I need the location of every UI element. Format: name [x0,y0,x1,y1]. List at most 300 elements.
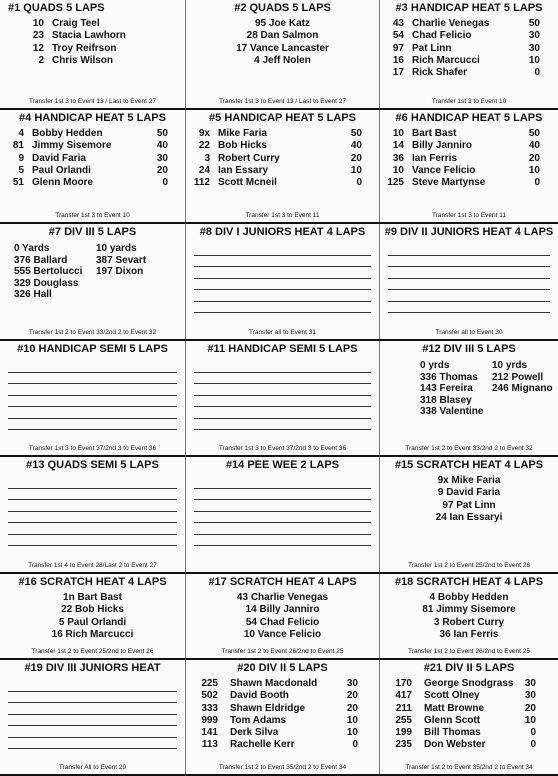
entry-list [186,128,379,189]
entry-row [186,140,379,152]
two-column-entries [380,360,558,418]
entry-row [96,243,137,255]
entry-row [0,629,185,641]
rider-number: 9x [198,128,210,139]
rider-number: 376 [14,254,31,266]
transfer-note: Transfer 1st 2 to Event 35/2nd 2 to Event 34 [405,764,533,771]
event-title: #13 QUADS SEMI 5 LAPS [26,459,159,471]
event-title: #17 SCRATCH HEAT 4 LAPS [208,576,357,588]
entry-row [492,372,543,384]
transfer-note: Transfer 1st 3 to Event 13 / Last to Event 27 [219,98,346,105]
event-row [0,110,558,224]
rider-name: Mike Faria [451,475,501,486]
entry-row [380,487,558,499]
event-title: #6 HANDICAP HEAT 5 LAPS [395,112,543,124]
entry-row [0,177,185,189]
event-box [186,110,380,222]
entry-row [492,383,553,395]
entry-row [380,629,558,641]
rider-number: 10 [392,164,404,176]
event-title: #8 DIV I JUNIORS HEAT 4 LAPS [199,226,366,238]
rider-number: 336 [420,371,437,383]
points-value: 20 [156,164,168,176]
rider-number: 16 [51,628,63,640]
rider-name: Ballard [33,254,68,266]
entry-row [186,18,379,30]
rider-number: 0 [420,360,426,371]
points-value: 30 [346,678,358,689]
rider-number: 387 [96,254,113,266]
rider-name: Fereira [439,383,473,395]
blank-line [194,512,371,524]
rider-number: 235 [395,739,412,751]
event-row [0,224,558,341]
rider-number: 1n [63,592,75,603]
entry-row [0,592,185,604]
blank-line [194,535,371,547]
points-value: 50 [528,128,540,139]
blank-line [8,477,177,489]
rider-name: Bob Hicks [218,140,267,152]
rider-name: Jimmy Sisemore [436,604,516,616]
transfer-note: Transfer 1st 2 to Event 26/2nd to Event 25 [221,648,344,655]
entry-row [0,30,185,42]
blank-line [388,302,550,314]
entry-row [186,153,379,165]
entry-row [380,739,558,751]
entry-row [186,617,379,629]
rider-name: David Faria [446,487,501,499]
transfer-note: Transfer all to Event 30 [435,329,503,336]
event-title: #3 HANDICAP HEAT 5 LAPS [395,2,543,14]
event-title: #1 QUADS 5 LAPS [8,2,105,14]
rider-number: 9 [18,152,24,164]
entry-row [380,140,558,152]
rider-name: Yards [22,243,50,254]
event-title: #11 HANDICAP SEMI 5 LAPS [207,343,358,355]
rider-name: Tom Adams [230,714,287,726]
rider-name: Rick Shafer [412,67,468,79]
rider-number: 10 [32,18,44,29]
transfer-note: Transfer 1st 2 to Event 33/2nd 2 to Event 32 [28,329,157,336]
entry-row [186,703,379,715]
entry-row [186,715,379,727]
event-box [380,574,558,658]
rider-name: Billy Janniro [259,604,320,616]
entry-row [14,255,67,267]
rider-number: 112 [193,177,210,189]
rider-name: Joe Katz [268,18,311,29]
entry-row [380,592,558,604]
points-value: 0 [530,739,536,751]
rider-name: Bart Bast [412,128,457,139]
rider-number: 10 [96,243,108,254]
entry-row [420,383,473,395]
event-box [186,224,380,339]
rider-name: yrds [505,360,528,371]
event-title: #21 DIV II 5 LAPS [423,662,515,674]
rider-number: 502 [201,690,218,702]
rider-name: Bill Thomas [424,727,481,739]
rider-name: Paul Orlandi [32,164,91,176]
points-value: 0 [534,67,540,79]
entry-row [186,55,379,67]
rider-number: 225 [201,678,218,689]
blank-line [388,256,550,268]
blank-line [194,523,371,535]
entry-row [380,177,558,189]
rider-name: Pat Linn [412,42,452,54]
blank-line [8,373,177,385]
rider-name: Bobby Hedden [32,128,103,139]
entry-row [0,165,185,177]
transfer-note: Transfer 1st 2 to Event 33/2nd 2 to Event 32 [405,445,533,452]
transfer-note: Transfer 1st 3 to Event 37/2nd 3 to Event 36 [218,445,347,452]
rider-number: 10 [392,128,404,139]
blank-line [194,373,371,385]
entry-row [96,255,146,267]
entry-list [380,18,558,79]
blank-entry-lines [0,477,185,546]
event-box [380,457,558,572]
rider-name: Shawn Macdonald [230,678,318,689]
event-title: #14 PEE WEE 2 LAPS [225,459,340,471]
rider-name: Dixon [115,266,144,278]
rider-number: 2 [38,54,44,66]
entry-row [96,266,143,278]
entry-row [186,592,379,604]
blank-line [194,361,371,373]
event-box [0,660,186,774]
rider-name: Powell [511,371,544,383]
event-title: #19 DIV III JUNIORS HEAT [24,662,161,674]
transfer-note: Transfer 1st 3 to Event 10 [431,98,507,105]
points-value: 50 [156,128,168,139]
entry-row [0,55,185,67]
entry-row [0,128,185,140]
blank-line [194,384,371,396]
blank-line [194,279,371,291]
entry-row [380,67,558,79]
blank-line [194,396,371,408]
rider-number: 143 [420,383,437,395]
rider-name: Chad Felicio [259,616,320,628]
entry-row [186,43,379,55]
rider-number: 24 [435,511,447,523]
entry-row [380,617,558,629]
entry-list [380,475,558,524]
rider-number: 36 [392,152,404,164]
rider-name: Derk Silva [230,727,279,739]
entry-row [186,739,379,751]
points-value: 40 [350,140,362,152]
rider-number: 54 [245,616,257,628]
rider-name: yrds [428,360,450,371]
rider-number: 17 [236,42,248,54]
event-box [380,0,558,108]
rider-number: 16 [392,54,404,66]
blank-line [194,267,371,279]
entry-row [186,604,379,616]
rider-number: 555 [14,266,31,278]
blank-line [8,715,177,727]
blank-line [388,244,550,256]
blank-line [8,384,177,396]
event-box [186,341,380,455]
entry-row [380,604,558,616]
entry-row [0,43,185,55]
points-value: 30 [528,30,540,42]
entry-row [420,360,449,372]
blank-line [8,419,177,431]
entry-row [380,475,558,487]
blank-entry-lines [380,244,558,313]
event-title: #10 HANDICAP SEMI 5 LAPS [17,343,168,355]
event-row [0,341,558,457]
event-row [0,457,558,574]
transfer-note: Transfer 1st 2 to Event 25/2nd to Event 26 [31,648,154,655]
blank-line [8,703,177,715]
rider-name: Vance Felicio [412,164,476,176]
event-title: #20 DIV II 5 LAPS [237,662,328,674]
blank-line [194,500,371,512]
blank-line [194,244,371,256]
rider-number: 170 [395,678,412,689]
rider-name: Jimmy Sisemore [32,140,112,152]
transfer-note: Transfer 1st 2 to Event 26/2nd to Event 25 [408,648,530,655]
rider-name: Douglass [33,277,79,289]
rider-number: 95 [254,18,267,29]
points-value: 30 [524,678,536,689]
entry-list [186,678,379,752]
rider-name: Bertolucci [33,266,83,278]
rider-name: Rich Marcucci [65,628,134,640]
rider-name: Craig Teel [52,18,100,29]
entry-list [0,592,185,641]
event-row [0,0,558,110]
rider-name: Scott Mcneil [218,177,277,189]
rider-name: Pat Linn [456,499,496,511]
points-value: 10 [346,727,358,739]
points-value: 10 [528,164,540,176]
points-value: 10 [528,54,540,66]
blank-line [194,419,371,431]
entry-row [380,512,558,524]
event-row [0,574,558,660]
rider-name: Shawn Eldridge [230,702,306,714]
rider-number: 199 [395,727,412,739]
rider-name: Vance Lancaster [249,42,329,54]
rider-number: 197 [96,266,113,278]
entry-row [0,617,185,629]
rider-name: Glenn Scott [424,714,481,726]
entry-row [186,30,379,42]
rider-name: Dan Salmon [260,30,319,42]
rider-name: Stacia Lawhorn [52,30,126,42]
entry-row [186,678,379,690]
rider-name: Troy Reifrson [52,42,117,54]
blank-line [8,500,177,512]
points-value: 0 [530,727,536,739]
points-value: 20 [524,702,536,714]
rider-name: Bob Hicks [75,604,124,616]
rider-number: 329 [14,277,31,289]
blank-line [8,535,177,547]
rider-name: Rich Marcucci [412,54,480,66]
entry-row [380,153,558,165]
rider-name: Mignano [511,383,553,395]
points-value: 30 [528,42,540,54]
points-value: 20 [350,152,362,164]
entry-row [14,243,49,255]
event-row [0,660,558,776]
points-value: 10 [524,714,536,726]
entry-row [186,165,379,177]
blank-line [8,512,177,524]
entry-row [14,266,82,278]
rider-number: 326 [14,289,31,301]
rider-number: 3 [433,616,440,628]
rider-number: 81 [422,604,434,616]
rider-number: 211 [395,702,412,714]
event-box [0,341,186,455]
event-box [186,660,380,774]
entry-row [380,678,558,690]
points-value: 10 [350,164,362,176]
rider-number: 125 [387,177,404,189]
entry-row [380,30,558,42]
transfer-note: Transfer 1st 2 to Event 35/2nd 2 to Event 34 [218,764,347,771]
rider-number: 0 [14,243,20,254]
entry-row [420,395,472,407]
entry-row [492,360,527,372]
points-value: 40 [156,140,168,152]
rider-number: 51 [12,177,24,189]
rider-name: Chad Felicio [412,30,472,42]
rider-number: 22 [198,140,210,152]
blank-line [388,267,550,279]
transfer-note: Transfer 1st 3 to Event 10 [55,212,130,219]
rider-number: 43 [392,18,404,29]
rider-name: Matt Browne [424,702,484,714]
rider-name: Ian Ferris [453,628,499,640]
rider-number: 9x [437,475,449,486]
entry-row [380,18,558,30]
event-box [380,224,558,339]
rider-name: Charlie Venegas [412,18,490,29]
rider-number: 999 [201,714,218,726]
blank-line [194,477,371,489]
blank-line [8,692,177,704]
points-value: 50 [528,18,540,29]
transfer-note: Transfer 1st 4 to Event 28/Last 2 to Event 27 [28,562,157,569]
transfer-note: Transfer 1st 3 to Event 13 / Last to Event 27 [29,98,156,105]
rider-number: 54 [392,30,404,42]
event-box [186,574,380,658]
rider-number: 113 [201,739,218,751]
rider-number: 24 [198,164,210,176]
blank-line [8,523,177,535]
rider-name: Thomas [439,371,478,383]
rider-name: Ian Ferris [412,152,458,164]
event-box [380,110,558,222]
entry-row [14,289,52,301]
entry-row [380,165,558,177]
blank-entry-lines [0,680,185,749]
entry-row [186,629,379,641]
rider-name: Bobby Hedden [437,592,509,603]
blank-line [388,279,550,291]
rider-name: Chris Wilson [52,54,114,66]
rider-number: 417 [395,690,412,702]
blank-line [194,407,371,419]
rider-name: Steve Martynse [412,177,486,189]
points-value: 30 [524,690,536,702]
blank-line [8,396,177,408]
blank-line [194,256,371,268]
entry-row [0,18,185,30]
event-title: #4 HANDICAP HEAT 5 LAPS [19,112,166,124]
entry-row [14,278,78,290]
rider-number: 3 [204,152,210,164]
rider-number: 10 [492,360,504,371]
rider-name: Ian Essaryi [449,511,503,523]
event-title: #9 DIV II JUNIORS HEAT 4 LAPS [384,226,554,238]
transfer-note: Transfer All to Event 29 [58,764,127,771]
event-title: #16 SCRATCH HEAT 4 LAPS [18,576,167,588]
rider-name: Jeff Nolen [262,54,311,66]
blank-line [8,726,177,738]
rider-number: 141 [201,727,218,739]
rider-number: 4 [18,128,24,139]
event-box [0,574,186,658]
blank-line [194,302,371,314]
entry-row [186,177,379,189]
rider-number: 14 [392,140,404,152]
event-title: #5 HANDICAP HEAT 5 LAPS [209,112,356,124]
blank-line [194,489,371,501]
rider-number: 338 [420,406,437,418]
rider-name: Scott Olney [424,690,480,702]
rider-number: 4 [429,592,436,603]
rider-name: Bart Bast [77,592,122,603]
points-value: 0 [356,177,362,189]
rider-name: George Snodgrass [424,678,514,689]
rider-number: 9 [437,487,444,499]
points-value: 50 [350,128,362,139]
event-box [0,0,186,108]
entry-row [0,604,185,616]
entry-list [380,592,558,641]
event-title: #7 DIV III 5 LAPS [48,226,137,238]
rider-number: 318 [420,394,437,406]
transfer-note: Transfer 1st 3 to Event 37/2nd 3 to Event 36 [28,445,157,452]
rider-name: yards [109,243,137,254]
rider-name: Don Webster [424,739,486,751]
blank-line [8,361,177,373]
event-box [186,0,380,108]
entry-row [186,690,379,702]
entry-row [0,153,185,165]
transfer-note: Transfer 1st 3 to Event 11 [431,212,507,219]
entry-row [420,406,483,418]
event-title: #12 DIV III 5 LAPS [422,343,516,355]
rider-number: 97 [442,499,454,511]
rider-name: Robert Curry [442,616,505,628]
points-value: 20 [346,690,358,702]
entry-row [380,43,558,55]
points-value: 10 [346,714,358,726]
